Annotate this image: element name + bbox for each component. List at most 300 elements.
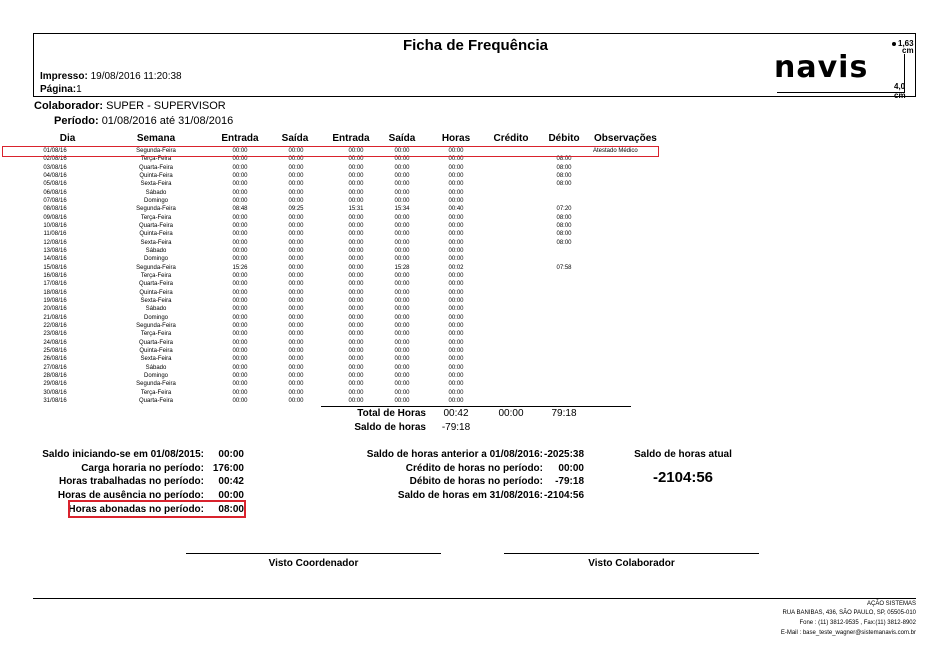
table-cell: Quinta-Feira — [139, 289, 173, 296]
table-cell: 00:00 — [394, 247, 410, 254]
table-cell: 00:00 — [448, 381, 464, 388]
table-cell: 00:00 — [448, 239, 464, 246]
table-cell: 05/08/16 — [43, 181, 67, 188]
summary-left-value: 00:00 — [218, 490, 244, 501]
total-credito: 00:00 — [498, 408, 524, 419]
table-cell: 00:00 — [288, 148, 304, 154]
table-cell: Sexta-Feira — [140, 181, 172, 188]
table-cell: 00:00 — [348, 322, 364, 329]
table-cell: 24/08/16 — [43, 339, 67, 346]
table-cell: 00:00 — [288, 389, 304, 396]
column-header: Saída — [281, 133, 309, 144]
table-cell: 06/08/16 — [43, 189, 67, 196]
table-row — [33, 164, 683, 172]
footer-company: AÇÃO SISTEMAS — [866, 601, 916, 607]
table-cell: 00:00 — [288, 372, 304, 379]
table-cell: 02/08/16 — [43, 156, 67, 163]
table-cell: 00:00 — [348, 331, 364, 338]
table-cell: Sábado — [145, 189, 167, 196]
table-cell: 00:00 — [232, 189, 248, 196]
table-cell: 00:00 — [394, 148, 410, 154]
table-cell: 00:00 — [448, 231, 464, 238]
table-cell: 00:00 — [232, 197, 248, 204]
summary-mid-label: Crédito de horas no período: — [405, 463, 543, 474]
table-cell: 00:00 — [448, 214, 464, 221]
table-cell: 11/08/16 — [43, 231, 67, 238]
table-cell: 00:40 — [448, 206, 464, 213]
table-cell: 00:00 — [288, 331, 304, 338]
periodo-value: 01/08/2016 até 31/08/2016 — [101, 115, 234, 127]
table-cell: 00:00 — [232, 389, 248, 396]
column-header: Dia — [59, 133, 76, 144]
table-cell: 00:00 — [232, 289, 248, 296]
table-cell: 00:00 — [348, 364, 364, 371]
table-cell: 00:00 — [288, 189, 304, 196]
table-cell: 00:00 — [448, 297, 464, 304]
column-header: Semana — [136, 133, 176, 144]
table-row — [33, 389, 683, 397]
table-cell: 00:00 — [348, 372, 364, 379]
table-cell: 00:00 — [348, 164, 364, 171]
table-row — [33, 305, 683, 313]
table-cell: 08:00 — [556, 181, 572, 188]
table-row — [33, 247, 683, 255]
summary-mid-label: Saldo de horas anterior a 01/08/2016: — [366, 449, 543, 460]
table-cell: 08:00 — [556, 164, 572, 171]
summary-mid-label: Débito de horas no período: — [409, 476, 543, 487]
highlight-first-row — [2, 146, 659, 157]
table-cell: Terça-Feira — [140, 214, 172, 221]
table-cell: 00:00 — [232, 339, 248, 346]
summary-left-label: Carga horaria no período: — [81, 463, 204, 474]
table-cell: 08:00 — [556, 214, 572, 221]
table-cell: 00:00 — [448, 189, 464, 196]
table-row — [33, 205, 683, 213]
column-header: Horas — [441, 133, 471, 144]
table-row — [33, 355, 683, 363]
pagina-label: Página: — [40, 84, 77, 95]
table-cell: 00:00 — [448, 222, 464, 229]
table-cell: 00:00 — [348, 256, 364, 263]
table-cell: 00:00 — [348, 148, 364, 154]
table-cell: 00:00 — [232, 239, 248, 246]
table-cell: 28/08/16 — [43, 372, 67, 379]
column-header: Crédito — [493, 133, 529, 144]
footer-phone: Fone : (11) 3812-9535 , Fax:(11) 3812-8902 — [799, 620, 916, 626]
table-cell: 00:00 — [288, 347, 304, 354]
table-row — [33, 364, 683, 372]
table-cell: 00:00 — [232, 222, 248, 229]
table-cell: 00:00 — [288, 381, 304, 388]
table-cell: 00:00 — [448, 314, 464, 321]
colaborador-line — [34, 100, 226, 112]
table-cell: 00:00 — [232, 314, 248, 321]
table-cell: 00:00 — [348, 214, 364, 221]
table-cell: Sexta-Feira — [140, 239, 172, 246]
table-cell: Terça-Feira — [140, 272, 172, 279]
table-cell: 14/08/16 — [43, 256, 67, 263]
table-cell: 00:00 — [394, 272, 410, 279]
table-cell: 00:00 — [348, 189, 364, 196]
table-cell: 00:00 — [232, 281, 248, 288]
table-cell: 00:00 — [448, 364, 464, 371]
table-cell: 00:00 — [448, 281, 464, 288]
width-dimension-line — [777, 92, 905, 93]
summary-mid-label: Saldo de horas em 31/08/2016: — [397, 490, 543, 501]
summary-left-value: 00:00 — [218, 449, 244, 460]
table-row — [33, 172, 683, 180]
table-cell: Terça-Feira — [140, 389, 172, 396]
table-cell: 00:00 — [348, 272, 364, 279]
table-cell: 12/08/16 — [43, 239, 67, 246]
table-cell: 00:00 — [448, 372, 464, 379]
table-cell: 00:00 — [288, 339, 304, 346]
column-header: Saída — [388, 133, 416, 144]
column-header: Entrada — [332, 133, 370, 144]
table-cell: 00:00 — [288, 197, 304, 204]
table-cell: 00:00 — [232, 148, 248, 154]
signature-label-colaborador: Visto Colaborador — [588, 558, 675, 569]
table-cell: Segunda-Feira — [136, 264, 176, 271]
table-cell: 00:00 — [232, 172, 248, 179]
table-cell: Sábado — [145, 306, 167, 313]
pagina-value: 1 — [76, 84, 82, 95]
table-cell: 10/08/16 — [43, 222, 67, 229]
table-cell: 00:00 — [288, 322, 304, 329]
header-box — [33, 33, 916, 100]
page-title: Ficha de Frequência — [402, 37, 549, 54]
signature-label-coordenador: Visto Coordenador — [268, 558, 359, 569]
table-cell: 00:00 — [448, 397, 464, 404]
table-cell: 29/08/16 — [43, 381, 67, 388]
table-cell: 00:00 — [394, 214, 410, 221]
table-cell: 00:00 — [348, 339, 364, 346]
table-cell: 00:00 — [348, 231, 364, 238]
table-cell: 26/08/16 — [43, 356, 67, 363]
table-cell: 00:00 — [232, 272, 248, 279]
table-cell: 00:00 — [394, 372, 410, 379]
table-cell: Segunda-Feira — [136, 206, 176, 213]
table-cell: 00:00 — [288, 181, 304, 188]
table-cell: 00:00 — [394, 397, 410, 404]
table-row — [33, 272, 683, 280]
totals-divider — [321, 406, 631, 407]
table-cell: 00:00 — [394, 197, 410, 204]
table-cell: 00:00 — [394, 306, 410, 313]
table-cell: 23/08/16 — [43, 331, 67, 338]
table-cell: 00:00 — [348, 156, 364, 163]
table-cell: 00:00 — [448, 347, 464, 354]
footer-email: E-Mail : base_teste_wagner@sistemanavis.com.br — [780, 630, 916, 636]
table-cell: 00:00 — [348, 239, 364, 246]
table-cell: 00:00 — [232, 247, 248, 254]
table-cell: Domingo — [143, 256, 168, 263]
summary-left-value: 176:00 — [212, 463, 244, 474]
table-cell: 00:00 — [448, 148, 464, 154]
table-cell: 00:00 — [448, 339, 464, 346]
table-cell: Segunda-Feira — [136, 148, 176, 154]
table-cell: Sexta-Feira — [140, 356, 172, 363]
table-cell: 25/08/16 — [43, 347, 67, 354]
summary-left-value: 00:42 — [218, 476, 244, 487]
table-cell: Sábado — [145, 364, 167, 371]
table-row — [33, 397, 683, 405]
table-cell: 00:00 — [448, 272, 464, 279]
summary-mid-value: 00:00 — [558, 463, 584, 474]
pagina-line — [40, 84, 82, 95]
periodo-label: Período: — [54, 115, 99, 127]
table-cell: 00:00 — [394, 172, 410, 179]
table-cell: 00:00 — [348, 247, 364, 254]
table-cell: 07/08/16 — [43, 197, 67, 204]
total-horas: 00:42 — [443, 408, 469, 419]
table-cell: 00:00 — [394, 156, 410, 163]
signature-line-colaborador — [504, 553, 759, 554]
table-cell: 00:00 — [448, 306, 464, 313]
table-row — [33, 339, 683, 347]
table-cell: 20/08/16 — [43, 306, 67, 313]
table-cell: 00:00 — [232, 297, 248, 304]
table-cell: 00:00 — [394, 289, 410, 296]
table-cell: 00:00 — [232, 331, 248, 338]
table-cell: 00:00 — [288, 397, 304, 404]
table-cell: 00:00 — [288, 156, 304, 163]
table-cell: 00:00 — [448, 289, 464, 296]
table-cell: 00:00 — [232, 181, 248, 188]
table-cell: 00:00 — [348, 397, 364, 404]
table-cell: 30/08/16 — [43, 389, 67, 396]
table-cell: 16/08/16 — [43, 272, 67, 279]
table-cell: 00:00 — [348, 356, 364, 363]
logo-width-label: 4,0 cm — [894, 82, 906, 100]
total-debito: 79:18 — [551, 408, 577, 419]
table-cell: 08:00 — [556, 156, 572, 163]
table-row — [33, 222, 683, 230]
table-cell: 00:00 — [232, 322, 248, 329]
table-cell: 00:00 — [394, 189, 410, 196]
table-cell: 21/08/16 — [43, 314, 67, 321]
saldo-atual-label: Saldo de horas atual — [634, 449, 732, 460]
table-cell: 15/08/16 — [43, 264, 67, 271]
table-cell: 22/08/16 — [43, 322, 67, 329]
table-cell: 00:00 — [288, 356, 304, 363]
table-cell: 31/08/16 — [43, 397, 67, 404]
table-row — [33, 297, 683, 305]
table-cell: 00:00 — [348, 314, 364, 321]
table-cell: 00:00 — [288, 289, 304, 296]
summary-left-value: 08:00 — [218, 504, 244, 515]
table-cell: 00:00 — [348, 381, 364, 388]
summary-left-label: Horas de ausência no período: — [57, 490, 204, 501]
highlight-horas-abonadas — [68, 500, 246, 518]
table-row — [33, 214, 683, 222]
table-cell: Terça-Feira — [140, 156, 172, 163]
table-row — [33, 330, 683, 338]
table-cell: 00:00 — [288, 364, 304, 371]
table-cell: 00:00 — [232, 156, 248, 163]
impresso-label: Impresso: — [40, 71, 88, 82]
table-cell: 00:00 — [394, 231, 410, 238]
table-cell: Quinta-Feira — [139, 347, 173, 354]
table-cell: 00:00 — [448, 247, 464, 254]
summary-mid-value: -2104:56 — [544, 490, 585, 501]
table-cell: 00:00 — [448, 181, 464, 188]
table-cell: 00:00 — [232, 364, 248, 371]
table-row — [33, 189, 683, 197]
table-cell: 00:00 — [394, 322, 410, 329]
logo-height-unit: cm — [902, 46, 914, 55]
table-cell: Atestado Médico — [593, 148, 638, 154]
table-cell: 00:00 — [448, 164, 464, 171]
table-cell: 00:00 — [232, 256, 248, 263]
summary-mid-value: -2025:38 — [544, 449, 585, 460]
logo-height-value: 1,63 — [898, 39, 914, 48]
table-cell: 00:00 — [288, 214, 304, 221]
table-cell: 00:00 — [348, 197, 364, 204]
table-cell: 07:20 — [556, 206, 572, 213]
table-row — [33, 347, 683, 355]
table-cell: 00:00 — [448, 322, 464, 329]
table-row — [33, 380, 683, 388]
table-row — [33, 289, 683, 297]
table-row — [33, 230, 683, 238]
impresso-line — [40, 71, 182, 82]
table-cell: 09/08/16 — [43, 214, 67, 221]
table-cell: 00:00 — [348, 297, 364, 304]
table-cell: Sexta-Feira — [140, 297, 172, 304]
table-cell: 00:00 — [348, 181, 364, 188]
table-cell: 04/08/16 — [43, 172, 67, 179]
table-cell: Domingo — [143, 372, 168, 379]
table-cell: 00:02 — [448, 264, 464, 271]
table-cell: 08:00 — [556, 231, 572, 238]
table-cell: 17/08/16 — [43, 281, 67, 288]
table-cell: 00:00 — [394, 297, 410, 304]
table-row — [33, 264, 683, 272]
column-header: Entrada — [221, 133, 259, 144]
table-cell: Quinta-Feira — [139, 172, 173, 179]
table-cell: 08:00 — [556, 222, 572, 229]
table-cell: 00:00 — [394, 331, 410, 338]
signature-line-coordenador — [186, 553, 441, 554]
footer-address: RUA BANIBAS, 436, SÃO PAULO, SP, 05505-010 — [782, 610, 916, 616]
table-cell: 00:00 — [394, 281, 410, 288]
table-cell: 00:00 — [288, 306, 304, 313]
logo-dot-icon — [892, 42, 896, 46]
table-cell: Quarta-Feira — [138, 281, 173, 288]
summary-left-label: Saldo iniciando-se em 01/08/2015: — [42, 449, 204, 460]
table-cell: Domingo — [143, 197, 168, 204]
table-cell: 00:00 — [394, 314, 410, 321]
table-cell: Quarta-Feira — [138, 339, 173, 346]
table-cell: Segunda-Feira — [136, 322, 176, 329]
table-cell: 00:00 — [288, 297, 304, 304]
column-header: Débito — [548, 133, 580, 144]
table-cell: 08/08/16 — [43, 206, 67, 213]
table-cell: 00:00 — [288, 264, 304, 271]
table-cell: 00:00 — [448, 172, 464, 179]
table-cell: 09:25 — [288, 206, 304, 213]
table-cell: 00:00 — [348, 264, 364, 271]
table-cell: 08:48 — [232, 206, 248, 213]
table-cell: 00:00 — [288, 231, 304, 238]
table-cell: 00:00 — [394, 389, 410, 396]
table-cell: 00:00 — [394, 356, 410, 363]
table-cell: 00:00 — [232, 397, 248, 404]
table-cell: 00:00 — [348, 306, 364, 313]
table-cell: 00:00 — [288, 281, 304, 288]
table-cell: 00:00 — [348, 289, 364, 296]
saldo-atual-value: -2104:56 — [652, 469, 714, 486]
table-cell: 00:00 — [348, 389, 364, 396]
table-cell: 00:00 — [232, 356, 248, 363]
column-header: Observações — [594, 133, 657, 144]
table-cell: 00:00 — [288, 256, 304, 263]
table-cell: 00:00 — [394, 339, 410, 346]
table-cell: 00:00 — [394, 164, 410, 171]
table-cell: 00:00 — [448, 389, 464, 396]
table-cell: 19/08/16 — [43, 297, 67, 304]
table-row — [33, 197, 683, 205]
table-cell: 27/08/16 — [43, 364, 67, 371]
saldo-value: -79:18 — [441, 422, 471, 433]
table-cell: 00:00 — [232, 214, 248, 221]
summary-left-label: Horas trabalhadas no período: — [58, 476, 204, 487]
table-row — [33, 280, 683, 288]
table-cell: 00:00 — [448, 156, 464, 163]
table-cell: 00:00 — [394, 239, 410, 246]
table-cell: 00:00 — [394, 256, 410, 263]
table-cell: Terça-Feira — [140, 331, 172, 338]
table-cell: Sábado — [145, 247, 167, 254]
table-cell: 00:00 — [448, 331, 464, 338]
table-cell: 00:00 — [394, 364, 410, 371]
colaborador-value: SUPER - SUPERVISOR — [106, 100, 226, 112]
table-cell: 00:00 — [232, 381, 248, 388]
table-cell: 00:00 — [348, 172, 364, 179]
footer-divider — [33, 598, 916, 599]
table-cell: 15:34 — [394, 206, 410, 213]
table-cell: 00:00 — [232, 306, 248, 313]
table-cell: 00:00 — [288, 239, 304, 246]
table-cell: Quarta-Feira — [138, 397, 173, 404]
table-cell: 15:26 — [232, 264, 248, 271]
table-cell: 08:00 — [556, 239, 572, 246]
table-cell: 07:58 — [556, 264, 572, 271]
table-row — [33, 372, 683, 380]
table-cell: 03/08/16 — [43, 164, 67, 171]
logo-height-label — [898, 40, 914, 54]
table-cell: 00:00 — [288, 272, 304, 279]
table-cell: 00:00 — [394, 181, 410, 188]
table-cell: 00:00 — [448, 197, 464, 204]
table-cell: 00:00 — [288, 164, 304, 171]
table-cell: Domingo — [143, 314, 168, 321]
table-cell: 00:00 — [288, 314, 304, 321]
total-label: Total de Horas — [357, 408, 426, 419]
saldo-label: Saldo de horas — [354, 422, 426, 433]
table-row — [33, 322, 683, 330]
table-cell: 00:00 — [232, 347, 248, 354]
table-cell: Segunda-Feira — [136, 381, 176, 388]
table-cell: 00:00 — [348, 347, 364, 354]
table-cell: 18/08/16 — [43, 289, 67, 296]
impresso-value: 19/08/2016 11:20:38 — [90, 71, 182, 82]
table-cell: 00:00 — [288, 172, 304, 179]
periodo-line — [54, 115, 233, 127]
table-cell: 00:00 — [394, 222, 410, 229]
table-cell: 00:00 — [448, 256, 464, 263]
